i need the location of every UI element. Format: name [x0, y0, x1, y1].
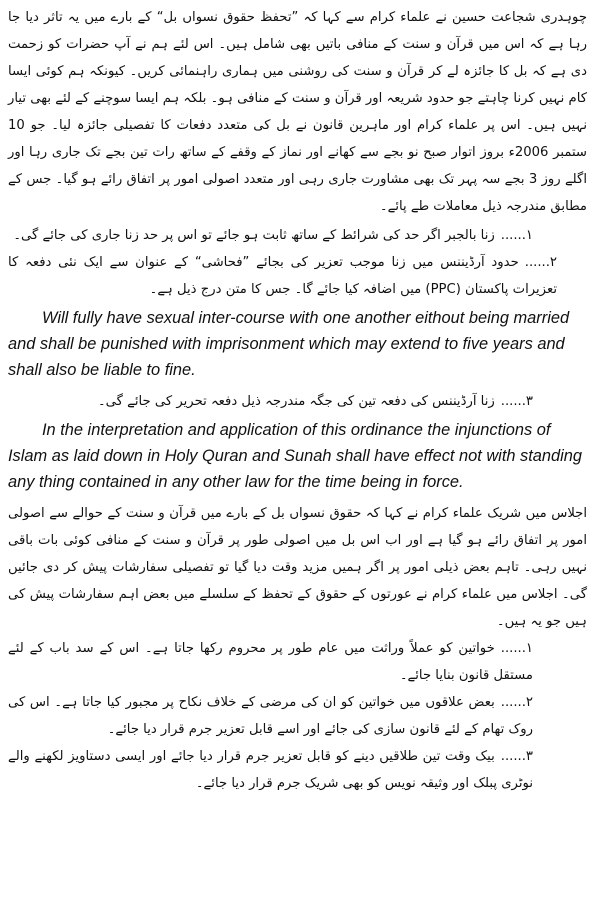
conclusion-paragraph: اجلاس میں شریک علماء کرام نے کہا کہ حقوق نسواں بل کے بارے میں قرآن و سنت کے حوالے سے اصولی امور پر اتفاق رائے ہو گیا ہے اور اب اس بل میں اصولی طور پر قرآن و سنت کے منافی کوئی بات باقی نہیں رہی۔ تاہم بعض ذیلی امور پر اگر ہمیں مزید وقت دیا گیا تو تفصیلی سفارشات پیش کر دی جائیں گی۔ اجلاس میں علماء کرام نے عورتوں کے حقوق کے تحفظ کے سلسلے میں بعض اہم سفارشات پیش کی ہیں جو یہ ہیں۔	[8, 506, 587, 629]
english-quote-1: Will fully have sexual inter-course with one another eithout being married and shall be punished with imprisonment which may extend to five years and shall also be liable to fine.	[8, 309, 570, 379]
list-item-3	[8, 388, 587, 415]
english-quote-2: In the interpretation and application of this ordinance the injunctions of Islam as laid down in Holy Quran and Sunah shall have effect not with standing any thing contained in any other law for the time being in force.	[8, 421, 583, 491]
recommendation-item-2	[8, 689, 587, 743]
list-number: ۲......	[500, 695, 533, 710]
recommendation-item-3	[8, 743, 587, 797]
list-item-text: زنا بالجبر اگر حد کی شرائط کے ساتھ ثابت ہو جائے تو اس پر حد زنا جاری کی جائے گی۔	[13, 228, 495, 243]
list-item-text: بعض علاقوں میں خواتین کو ان کی مرضی کے خلاف نکاح پر مجبور کیا جاتا ہے۔ اس کی روک تھام کے لئے قانون سازی کی جائے اور اسے قابل تعزیر جرم قرار دیا جائے۔	[8, 695, 533, 737]
list-number: ۱......	[500, 641, 533, 656]
list-item-text: زنا آرڈیننس کی دفعہ تین کی جگہ مندرجہ ذیل دفعہ تحریر کی جائے گی۔	[97, 394, 495, 409]
list-item-1	[8, 222, 587, 249]
intro-paragraph: چوہدری شجاعت حسین نے علماء کرام سے کہا کہ ”تحفظ حقوق نسواں بل“ کے بارے میں یہ تاثر دیا جا رہا ہے کہ اس میں قرآن و سنت کے منافی باتیں بھی شامل ہیں۔ اس لئے ہم نے آپ حضرات کو زحمت دی ہے کہ بل کا جائزہ لے کر قرآن و سنت کی روشنی میں ہماری راہنمائی کریں۔ کیونکہ ہم کوئی ایسا کام نہیں کرنا چاہتے جو حدود شریعہ اور قرآن و سنت کے منافی ہو۔ بلکہ ہم ایسا سوچنے کے لئے بھی تیار نہیں ہیں۔ اس پر علماء کرام اور ماہرین قانون نے بل کی متعدد دفعات کا تفصیلی جائزہ لیا۔ جو 10 ستمبر 2006ء بروز اتوار صبح نو بجے سے کھانے اور نماز کے وقفے کے ساتھ رات تین بجے تک جاری رہا اور اگلے روز 3 بجے سہ پہر تک بھی مشاورت جاری رہی اور متعدد اصولی امور پر اتفاق رائے ہو گیا۔ جس کے مطابق مندرجہ ذیل معاملات طے پائے۔	[8, 10, 587, 214]
recommendation-item-1	[8, 635, 587, 689]
list-item-2	[8, 249, 587, 303]
list-item-text: حدود آرڈیننس میں زنا موجب تعزیر کی بجائے ”فحاشی“ کے عنوان سے ایک نئی دفعہ کا تعزیرات پاکستان (PPC) میں اضافہ کیا جائے گا۔ جس کا متن درج ذیل ہے۔	[8, 255, 557, 297]
list-number: ۱......	[500, 228, 533, 243]
list-number: ۳......	[500, 749, 533, 764]
list-item-text: بیک وقت تین طلاقیں دینے کو قابل تعزیر جرم قرار دیا جائے اور ایسی دستاویز لکھنے والے نوٹری پبلک اور وثیقہ نویس کو بھی شریک جرم قرار دیا جائے۔	[8, 749, 533, 791]
list-number: ۳......	[500, 394, 533, 409]
list-number: ۲......	[524, 255, 557, 270]
list-item-text: خواتین کو عملاً وراثت میں عام طور پر محروم رکھا جاتا ہے۔ اس کے سد باب کے لئے مستقل قانون بنایا جائے۔	[8, 641, 533, 683]
